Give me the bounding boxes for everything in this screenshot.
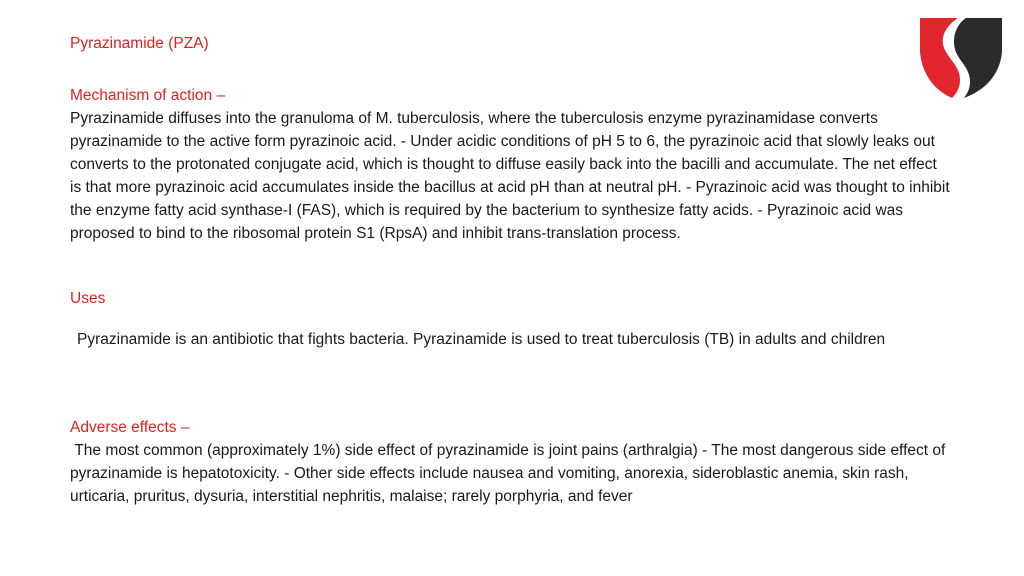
mechanism-section [70, 84, 950, 245]
adverse-text: The most common (approximately 1%) side effect of pyrazinamide is joint pains (arthralgia) - The most dangerous side effect of pyrazinamide is hepatotoxicity. - Other side effects include nausea and vomiting, anorexia, sideroblastic anemia, skin rash, urticaria, pruritus, dysuria, interstitial nephritis, malaise; rarely porphyria, and fever [70, 442, 950, 505]
shield-logo-icon [916, 16, 1004, 100]
mechanism-heading: Mechanism of action – [70, 87, 226, 104]
adverse-heading: Adverse effects – [70, 419, 190, 436]
adverse-section [70, 416, 950, 508]
uses-heading: Uses [70, 290, 106, 307]
mechanism-text: Pyrazinamide diffuses into the granuloma of M. tuberculosis, where the tuberculosis enzyme pyrazinamidase converts pyrazinamide to the active form pyrazinoic acid. - Under acidic conditions of pH 5 to 6, the pyrazinoic acid that slowly leaks out converts to the protonated conjugate acid, which is thought to diffuse easily back into the bacilli and accumulate. The net effect is that more pyrazinoic acid accumulates inside the bacillus at acid pH than at neutral pH. - Pyrazinoic acid was thought to inhibit the enzyme fatty acid synthase-I (FAS), which is required by the bacterium to synthesize fatty acids. - Pyrazinoic acid was proposed to bind to the ribosomal protein S1 (RpsA) and inhibit trans-translation process. [70, 110, 950, 242]
uses-text: Pyrazinamide is an antibiotic that fights bacteria. Pyrazinamide is used to treat tuberculosis (TB) in adults and children [77, 331, 886, 348]
slide-title: Pyrazinamide (PZA) [70, 35, 209, 52]
